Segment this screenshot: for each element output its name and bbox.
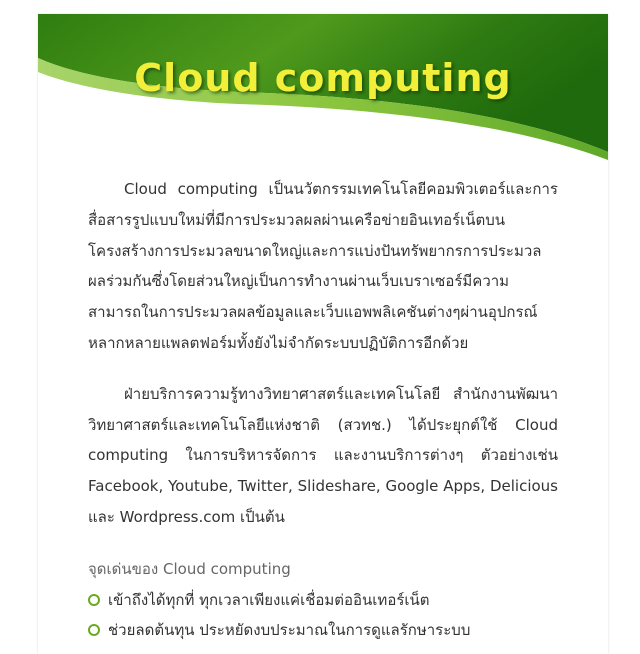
info-sheet [38,14,608,654]
highlights-list [88,585,558,645]
list-item [88,585,558,615]
list-item-text: เข้าถึงได้ทุกที่ ทุกเวลาเพียงแค่เชื่อมต่ออินเทอร์เน็ต [108,590,430,609]
highlights-heading: จุดเด่นของ Cloud computing [88,559,291,578]
list-item-text: ช่วยลดต้นทุน ประหยัดงบประมาณในการดูแลรักษาระบบ [108,620,471,639]
content-body [88,174,558,645]
circle-bullet-icon [88,594,100,606]
service-paragraph: ฝ่ายบริการความรู้ทางวิทยาศาสตร์และเทคโนโลยี สำนักงานพัฒนาวิทยาศาสตร์และเทคโนโลยีแห่งชาติ (สวทช.) ได้ประยุกต์ใช้ Cloud computing ในการบริหารจัดการ และงานบริการต่างๆ ตัวอย่างเช่น Facebook, Youtube, Twitter, Slideshare, Google Apps, Delicious และ Wordpress.com เป็นต้น [88,384,558,526]
intro-paragraph: Cloud computing เป็นนวัตกรรมเทคโนโลยีคอมพิวเตอร์และการสื่อสารรูปแบบใหม่ที่มีการประมวลผลผ่านเครือข่ายอินเทอร์เน็ตบนโครงสร้างการประมวลขนาดใหญ่และการแบ่งปันทรัพยากรการประมวลผลร่วมกันซึ่งโดยส่วนใหญ่เป็นการทำงานผ่านเว็บเบราเซอร์มีความสามารถในการประมวลผลข้อมูลและเว็บแอพพลิเคชันต่างๆผ่านอุปกรณ์หลากหลายแพลตฟอร์มทั้งยังไม่จำกัดระบบปฏิบัติการอีกด้วย [88,180,558,352]
page-title: Cloud computing [134,56,512,100]
list-item [88,615,558,645]
circle-bullet-icon [88,624,100,636]
